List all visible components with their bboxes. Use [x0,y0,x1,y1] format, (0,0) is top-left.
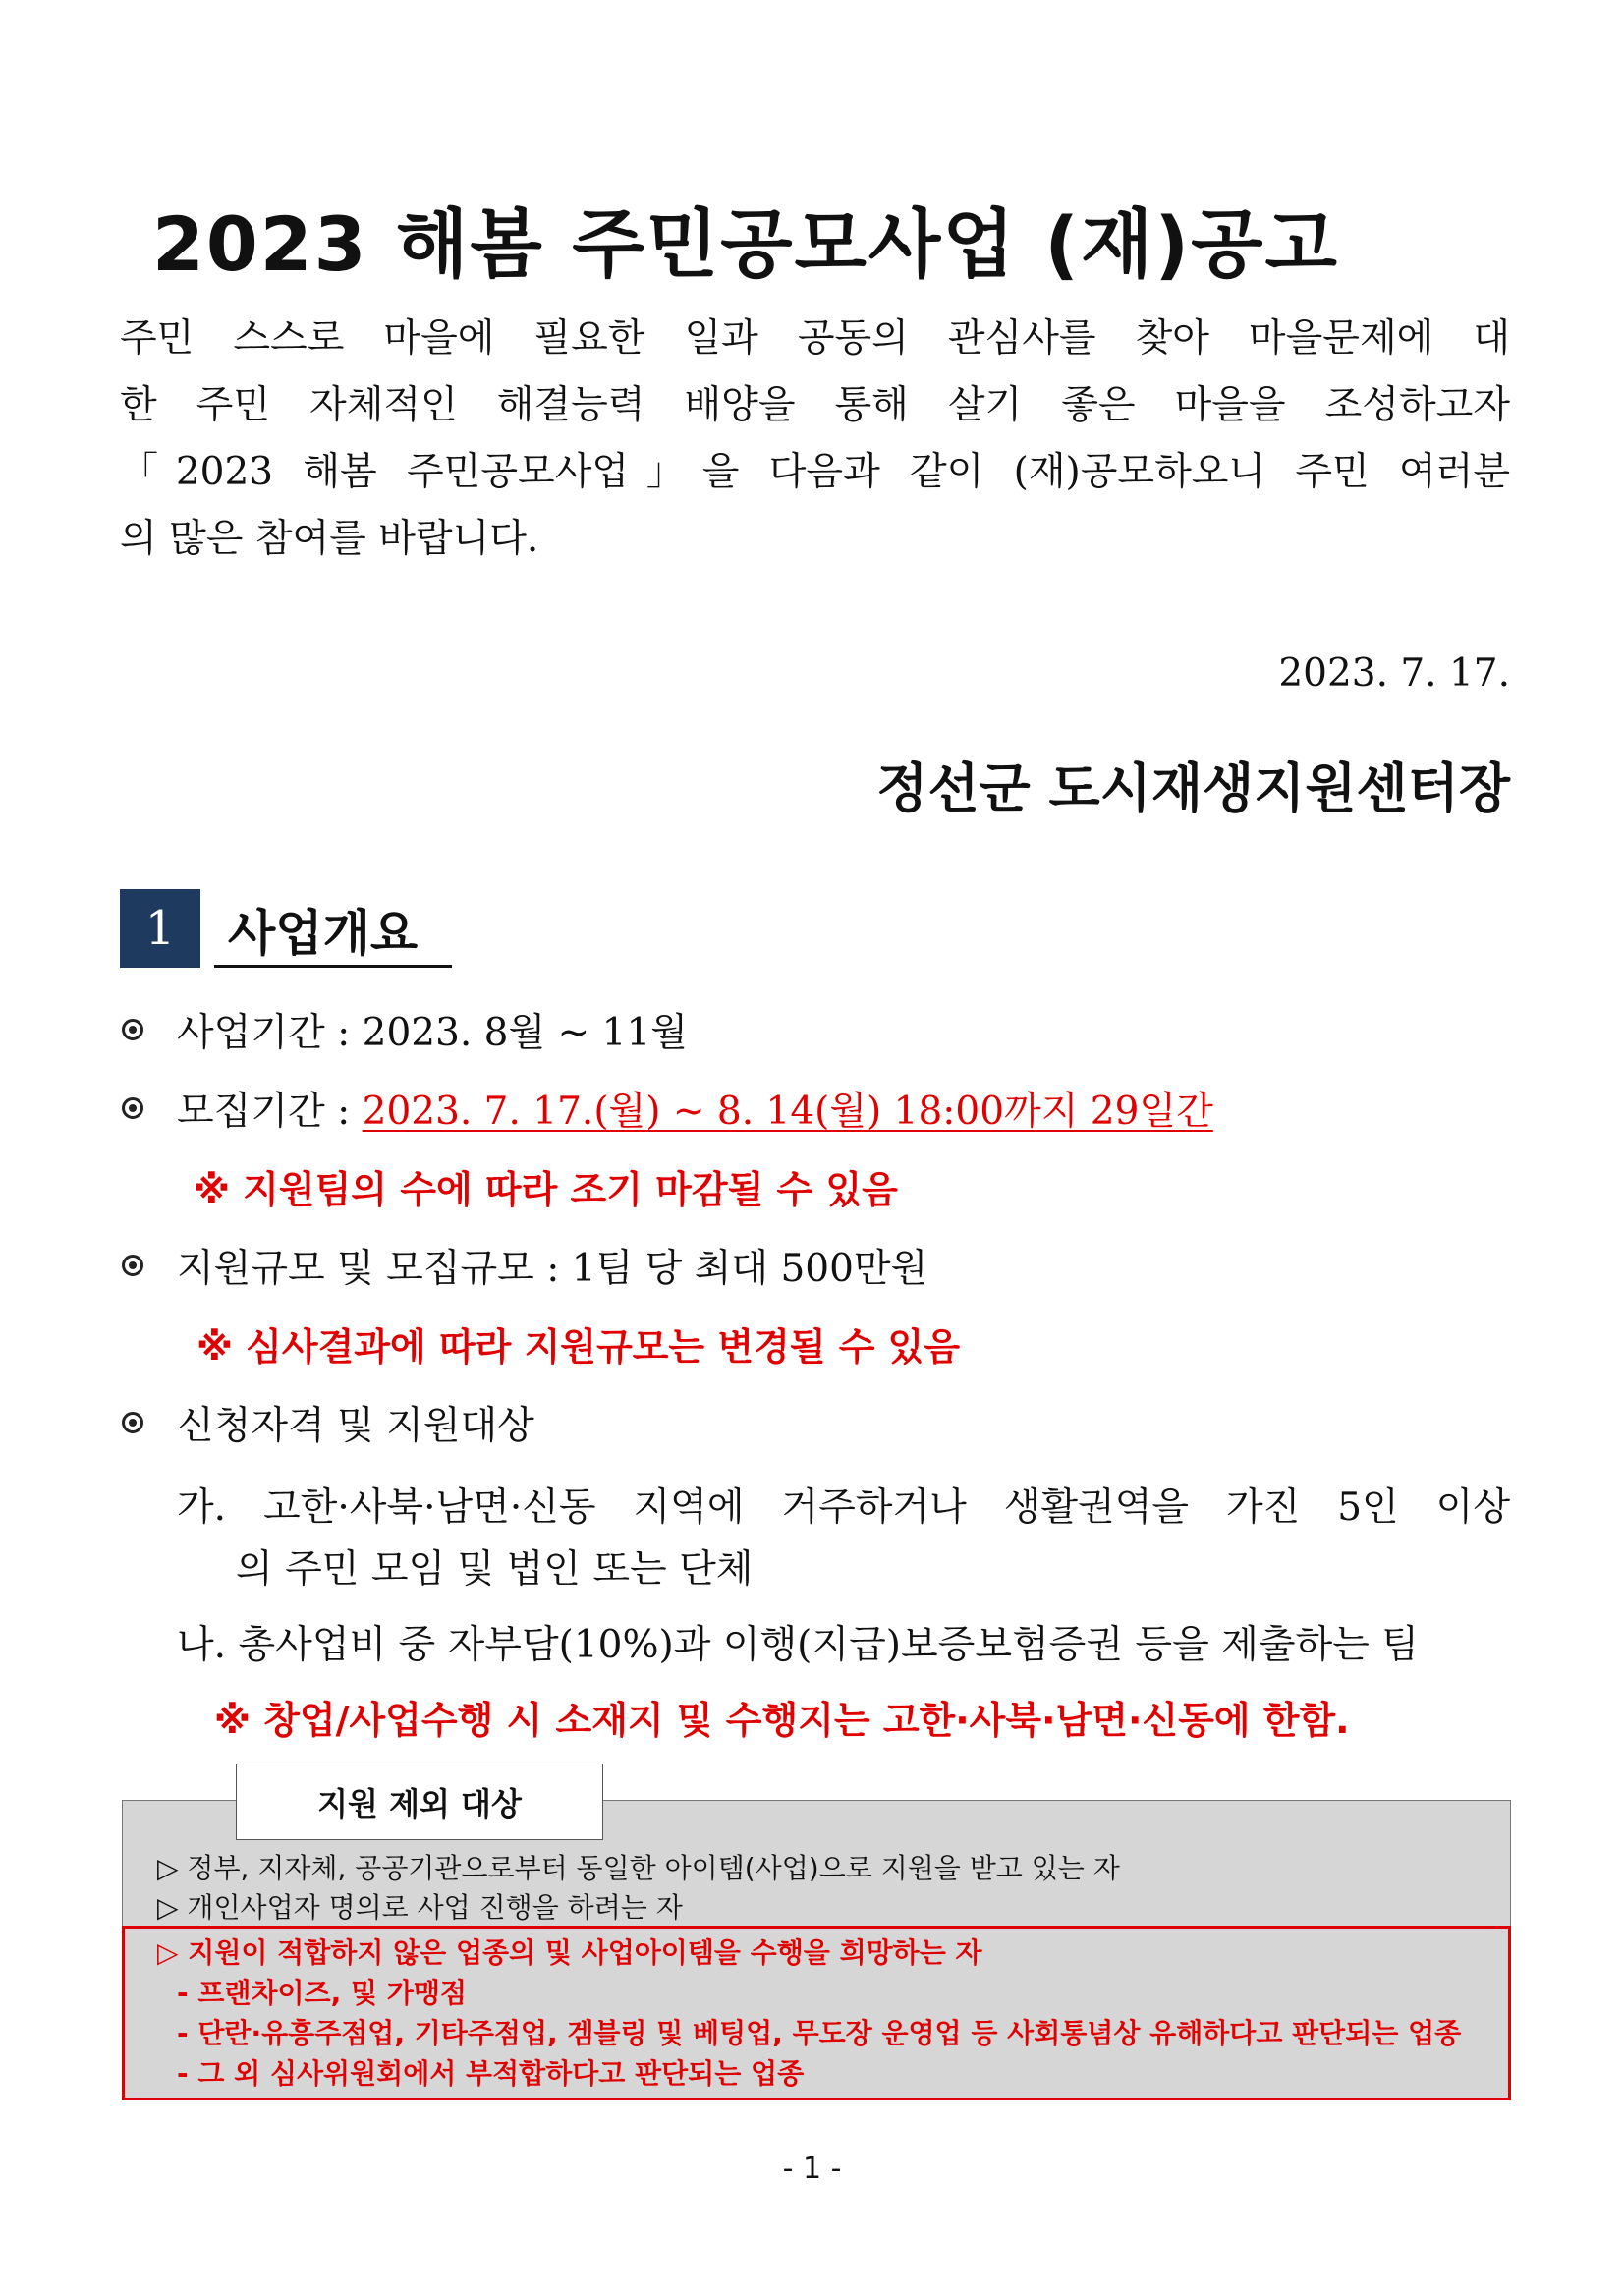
recruitment-note: ※ 지원팀의 수에 따라 조기 마감될 수 있음 [194,1168,898,1211]
recruitment-period [177,1081,1213,1136]
page-number: - 1 - [782,2152,842,2186]
bullet-icon [122,1019,143,1040]
section-number-badge: 1 [120,889,200,968]
announcement-date: 2023. 7. 17. [1278,651,1510,696]
exclusion-red-line-3: - 단란·유흥주점업, 기타주점업, 겜블링 및 베팅업, 무도장 운영업 등 사회통념상 유해하다고 판단되는 업종 [177,2017,1462,2049]
exclusion-red-line-2: - 프랜차이즈, 및 가맹점 [177,1977,467,2009]
eligibility-item-a: 가. 고한·사북·남면·신동 지역에 거주하거나 생활권역을 가진 5인 이상 [177,1485,1510,1530]
page-title: 2023 해봄 주민공모사업 (재)공고 [152,200,1339,288]
bullet-icon [122,1412,143,1433]
support-scale: 지원규모 및 모집규모 : 1팀 당 최대 500만원 [177,1247,928,1291]
exclusion-line-1: ▷ 정부, 지자체, 공공기관으로부터 동일한 아이템(사업)으로 지원을 받고 있는 자 [157,1852,1120,1884]
eligibility-item-a-continued: 의 주민 모임 및 법인 또는 단체 [236,1547,754,1592]
eligibility-heading: 신청자격 및 지원대상 [177,1404,534,1448]
bullet-icon [122,1255,143,1276]
eligibility-item-b: 나. 총사업비 중 자부담(10%)과 이행(지급)보증보험증권 등을 제출하는 팀 [177,1623,1419,1667]
exclusion-line-2: ▷ 개인사업자 명의로 사업 진행을 하려는 자 [157,1891,683,1924]
section-title-underline [214,965,452,968]
intro-line-4: 의 많은 참여를 바랍니다. [120,517,539,561]
exclusion-red-line-1: ▷ 지원이 적합하지 않은 업종의 및 사업아이템을 수행을 희망하는 자 [157,1936,982,1969]
support-scale-note: ※ 심사결과에 따라 지원규모는 변경될 수 있음 [196,1325,961,1369]
recruitment-period-label: 모집기간 : [177,1090,363,1134]
project-period: 사업기간 : 2023. 8월 ~ 11월 [177,1011,688,1055]
exclusion-heading: 지원 제외 대상 [236,1764,603,1840]
bullet-icon [122,1097,143,1119]
organization-name: 정선군 도시재생지원센터장 [876,757,1510,819]
eligibility-note: ※ 창업/사업수행 시 소재지 및 수행지는 고한·사북·남면·신동에 한함. [214,1699,1350,1742]
section-title: 사업개요 [228,905,419,962]
intro-line-2: 한 주민 자체적인 해결능력 배양을 통해 살기 좋은 마을을 조성하고자 [120,383,1510,427]
intro-line-1: 주민 스스로 마을에 필요한 일과 공동의 관심사를 찾아 마을문제에 대 [120,316,1510,361]
exclusion-red-line-4: - 그 외 심사위원회에서 부적합하다고 판단되는 업종 [177,2057,805,2090]
intro-line-3: 「2023 해봄 주민공모사업」을 다음과 같이 (재)공모하오니 주민 여러분 [120,450,1510,494]
recruitment-period-value: 2023. 7. 17.(월) ~ 8. 14(월) 18:00까지 29일간 [362,1090,1213,1134]
